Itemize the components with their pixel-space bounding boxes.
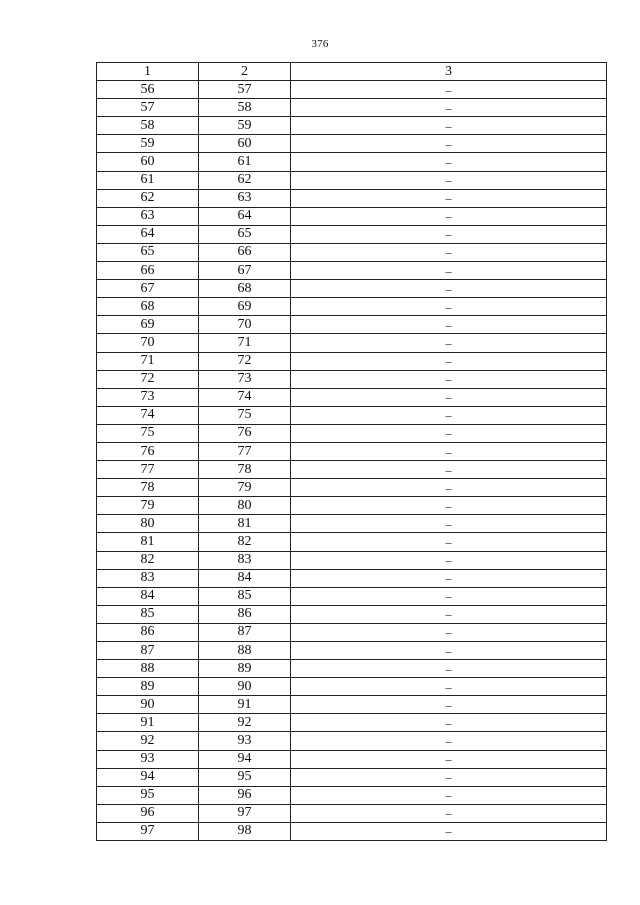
table-cell-col2: 78	[199, 461, 291, 479]
table-cell-col1: 61	[97, 171, 199, 189]
table-cell-col3: –	[291, 786, 607, 804]
table-cell-col3: –	[291, 642, 607, 660]
table-cell-col1: 56	[97, 81, 199, 99]
table-cell-col1: 68	[97, 298, 199, 316]
table-cell-col2: 85	[199, 587, 291, 605]
table-cell-col2: 59	[199, 117, 291, 135]
table-cell-col2: 71	[199, 334, 291, 352]
table-cell-col2: 58	[199, 99, 291, 117]
table-cell-col2: 79	[199, 479, 291, 497]
table-cell-col1: 64	[97, 225, 199, 243]
table-cell-col1: 88	[97, 660, 199, 678]
table-cell-col2: 90	[199, 678, 291, 696]
table-row	[97, 316, 607, 334]
table-row	[97, 99, 607, 117]
table-cell-col3: –	[291, 135, 607, 153]
table-cell-col3: –	[291, 153, 607, 171]
table-cell-col1: 74	[97, 406, 199, 424]
table-cell-col3: –	[291, 768, 607, 786]
table-row	[97, 569, 607, 587]
table-cell-col1: 65	[97, 243, 199, 261]
table-row	[97, 207, 607, 225]
table-cell-col2: 69	[199, 298, 291, 316]
table-cell-col2: 84	[199, 569, 291, 587]
table-cell-col1: 81	[97, 533, 199, 551]
table-row	[97, 642, 607, 660]
table-cell-col3: –	[291, 804, 607, 822]
table-cell-col2: 76	[199, 424, 291, 442]
table-row	[97, 714, 607, 732]
table-cell-col1: 58	[97, 117, 199, 135]
table-cell-col1: 96	[97, 804, 199, 822]
table-cell-col2: 65	[199, 225, 291, 243]
table-cell-col3: –	[291, 406, 607, 424]
table-cell-col3: –	[291, 732, 607, 750]
table-row	[97, 352, 607, 370]
table-row	[97, 786, 607, 804]
table-cell-col2: 60	[199, 135, 291, 153]
table-cell-col2: 97	[199, 804, 291, 822]
table-cell-col2: 62	[199, 171, 291, 189]
table-cell-col3: –	[291, 388, 607, 406]
table-cell-col1: 84	[97, 587, 199, 605]
table-cell-col1: 76	[97, 442, 199, 460]
table-cell-col3: –	[291, 424, 607, 442]
table-cell-col1: 59	[97, 135, 199, 153]
table-cell-col3: –	[291, 225, 607, 243]
table-row	[97, 406, 607, 424]
table-cell-col3: –	[291, 605, 607, 623]
table-cell-col3: –	[291, 298, 607, 316]
table-cell-col2: 95	[199, 768, 291, 786]
table-row	[97, 533, 607, 551]
table-row	[97, 678, 607, 696]
table-cell-col3: –	[291, 515, 607, 533]
table-cell-col2: 83	[199, 551, 291, 569]
table-cell-col2: 61	[199, 153, 291, 171]
table-cell-col1: 97	[97, 822, 199, 840]
table-header-row	[97, 63, 607, 81]
table-cell-col3: –	[291, 207, 607, 225]
table-cell-col3: –	[291, 117, 607, 135]
table-cell-col3: –	[291, 171, 607, 189]
table-row	[97, 117, 607, 135]
table-cell-col3: –	[291, 750, 607, 768]
table-cell-col2: 74	[199, 388, 291, 406]
table-row	[97, 660, 607, 678]
table-row	[97, 479, 607, 497]
table-cell-col3: –	[291, 479, 607, 497]
table-body	[97, 81, 607, 841]
table-cell-col3: –	[291, 569, 607, 587]
table-row	[97, 280, 607, 298]
table-cell-col3: –	[291, 623, 607, 641]
table-cell-col3: –	[291, 280, 607, 298]
table-cell-col3: –	[291, 822, 607, 840]
table-cell-col2: 87	[199, 623, 291, 641]
table-cell-col1: 94	[97, 768, 199, 786]
table-cell-col1: 87	[97, 642, 199, 660]
table-row	[97, 822, 607, 840]
table-row	[97, 135, 607, 153]
table-row	[97, 189, 607, 207]
table-cell-col1: 79	[97, 497, 199, 515]
table-cell-col3: –	[291, 189, 607, 207]
table-row	[97, 171, 607, 189]
table-row	[97, 243, 607, 261]
table-cell-col1: 60	[97, 153, 199, 171]
table-cell-col3: –	[291, 243, 607, 261]
table-cell-col3: –	[291, 551, 607, 569]
table-cell-col3: –	[291, 81, 607, 99]
table-row	[97, 81, 607, 99]
table-cell-col2: 80	[199, 497, 291, 515]
table-cell-col1: 63	[97, 207, 199, 225]
table-cell-col3: –	[291, 316, 607, 334]
table-cell-col2: 73	[199, 370, 291, 388]
table-cell-col2: 63	[199, 189, 291, 207]
table-cell-col2: 68	[199, 280, 291, 298]
table-cell-col2: 66	[199, 243, 291, 261]
table-row	[97, 262, 607, 280]
table-row	[97, 153, 607, 171]
table-row	[97, 370, 607, 388]
table-cell-col2: 89	[199, 660, 291, 678]
page-number: 376	[311, 38, 329, 50]
table-row	[97, 696, 607, 714]
table-cell-col1: 75	[97, 424, 199, 442]
table-row	[97, 298, 607, 316]
column-header-2: 2	[199, 63, 291, 81]
table-cell-col1: 93	[97, 750, 199, 768]
table-cell-col1: 57	[97, 99, 199, 117]
table-row	[97, 497, 607, 515]
table-row	[97, 750, 607, 768]
table-cell-col3: –	[291, 714, 607, 732]
table-cell-col1: 85	[97, 605, 199, 623]
table-cell-col1: 67	[97, 280, 199, 298]
table-cell-col3: –	[291, 334, 607, 352]
table-cell-col2: 86	[199, 605, 291, 623]
table-cell-col3: –	[291, 660, 607, 678]
table-cell-col2: 91	[199, 696, 291, 714]
table-cell-col2: 92	[199, 714, 291, 732]
table-cell-col2: 96	[199, 786, 291, 804]
table-cell-col3: –	[291, 370, 607, 388]
table-cell-col2: 93	[199, 732, 291, 750]
table-row	[97, 515, 607, 533]
table-row	[97, 461, 607, 479]
table-row	[97, 587, 607, 605]
table-cell-col3: –	[291, 587, 607, 605]
table-cell-col3: –	[291, 497, 607, 515]
table-row	[97, 334, 607, 352]
table-row	[97, 388, 607, 406]
table-cell-col1: 66	[97, 262, 199, 280]
column-header-1: 1	[97, 63, 199, 81]
table-cell-col2: 81	[199, 515, 291, 533]
table-row	[97, 605, 607, 623]
table-cell-col3: –	[291, 461, 607, 479]
table-cell-col3: –	[291, 442, 607, 460]
table-cell-col2: 72	[199, 352, 291, 370]
table-row	[97, 804, 607, 822]
table-cell-col1: 91	[97, 714, 199, 732]
table-cell-col2: 98	[199, 822, 291, 840]
table-cell-col2: 64	[199, 207, 291, 225]
table-cell-col1: 73	[97, 388, 199, 406]
table-cell-col2: 82	[199, 533, 291, 551]
table-cell-col2: 67	[199, 262, 291, 280]
table-cell-col2: 57	[199, 81, 291, 99]
table-cell-col1: 90	[97, 696, 199, 714]
table-cell-col1: 89	[97, 678, 199, 696]
table-cell-col2: 88	[199, 642, 291, 660]
table-row	[97, 623, 607, 641]
column-header-3: 3	[291, 63, 607, 81]
table-cell-col1: 78	[97, 479, 199, 497]
table-cell-col1: 69	[97, 316, 199, 334]
table-cell-col1: 70	[97, 334, 199, 352]
table-cell-col3: –	[291, 696, 607, 714]
data-table	[96, 62, 607, 841]
table-cell-col2: 94	[199, 750, 291, 768]
table-cell-col2: 70	[199, 316, 291, 334]
table-cell-col3: –	[291, 678, 607, 696]
table-cell-col1: 72	[97, 370, 199, 388]
table-row	[97, 768, 607, 786]
table-row	[97, 442, 607, 460]
table-row	[97, 225, 607, 243]
table-cell-col1: 77	[97, 461, 199, 479]
table-row	[97, 732, 607, 750]
table-cell-col3: –	[291, 262, 607, 280]
table-cell-col1: 80	[97, 515, 199, 533]
table-cell-col1: 71	[97, 352, 199, 370]
table-row	[97, 424, 607, 442]
table-cell-col1: 92	[97, 732, 199, 750]
table-row	[97, 551, 607, 569]
table-cell-col2: 77	[199, 442, 291, 460]
table-cell-col2: 75	[199, 406, 291, 424]
table-cell-col1: 82	[97, 551, 199, 569]
table-cell-col1: 95	[97, 786, 199, 804]
table-cell-col1: 86	[97, 623, 199, 641]
table-cell-col1: 62	[97, 189, 199, 207]
table-cell-col3: –	[291, 533, 607, 551]
table-cell-col3: –	[291, 352, 607, 370]
table-cell-col1: 83	[97, 569, 199, 587]
table-cell-col3: –	[291, 99, 607, 117]
